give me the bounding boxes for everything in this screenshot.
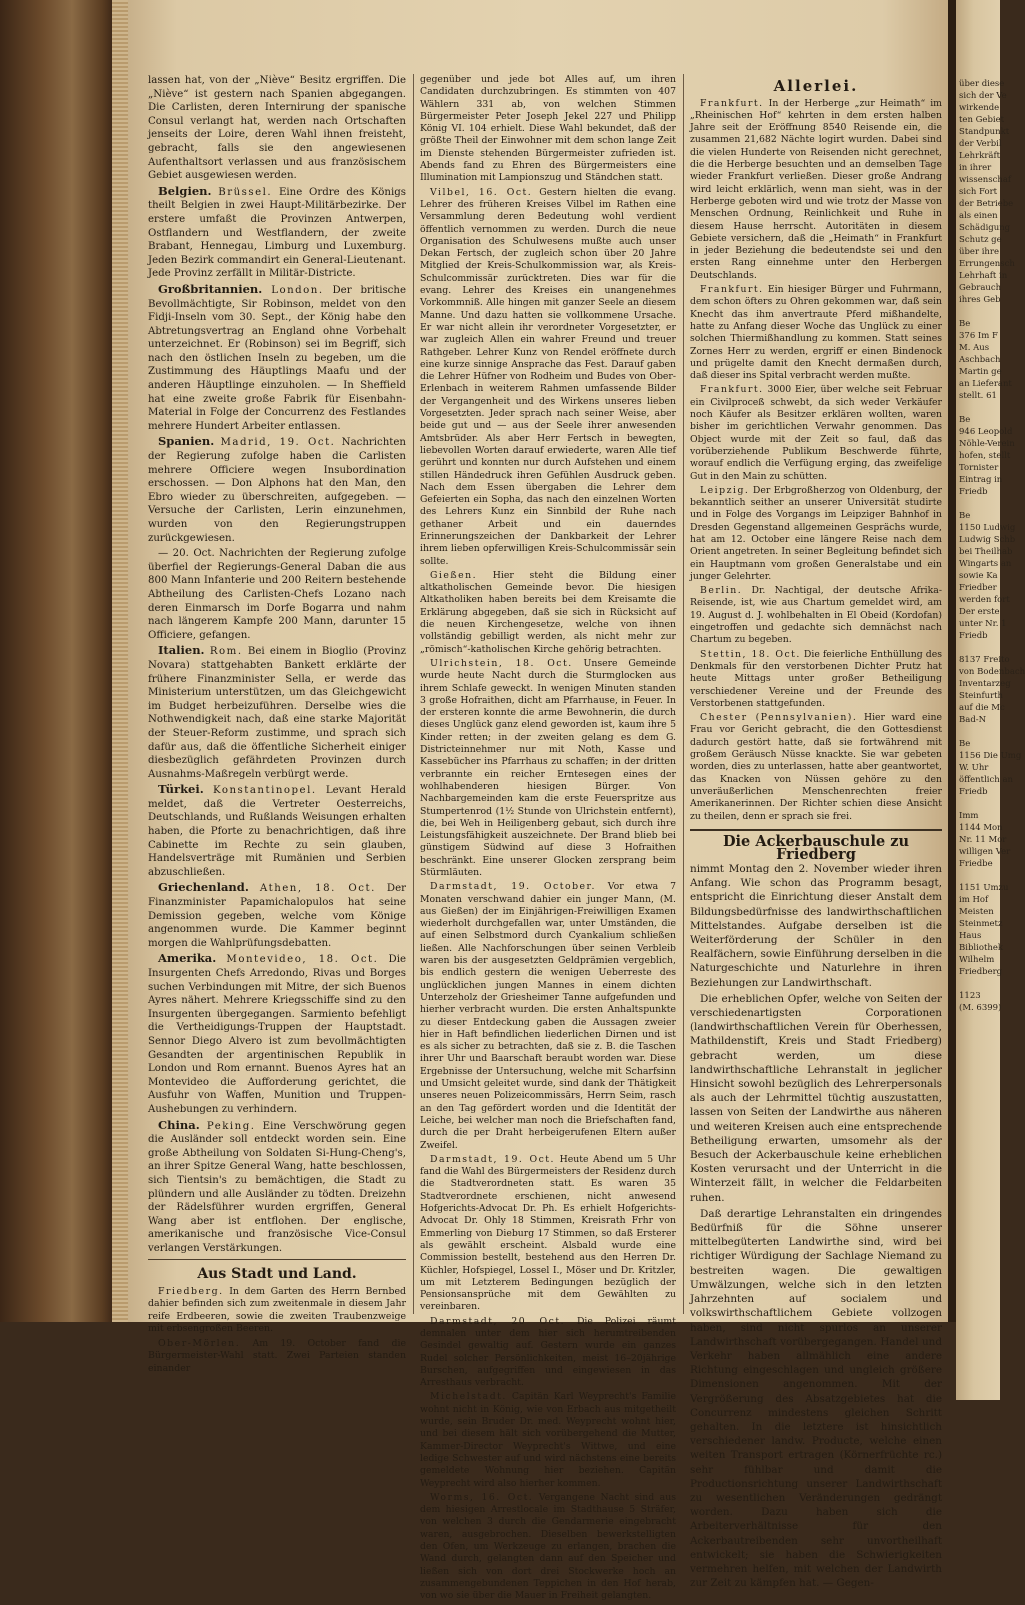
news-item: — 20. Oct. Nachrichten der Regierung zufolge überfiel der Regierungs-General Daban die aus 800 Mann Infanterie und 200 Reitern bestehende Abtheilung des Carlisten-Chefs Lozano nach deren Einmarsch im Dorfe Bogarra und nahm nach längerem Kampfe 200 Mann, darunter 15 Officiere, gefangen. <box>148 548 406 641</box>
country-heading: China. <box>158 1117 200 1132</box>
dateline: Frankfurt. <box>700 97 764 109</box>
next-page-line: 8137 Freito <box>959 655 1010 665</box>
dateline: Leipzig. <box>700 484 750 496</box>
news-item <box>690 284 942 382</box>
news-text: Der britische Bevollmächtigte, Sir Robinson, meldet von den Fidji-Inseln vom 30. Sept., der König habe den Abtretungsvertrag an England ohne Vorbehalt unterzeichnet. Er (Robinson) sei im Begriff, sich nach den östlichen Inseln zu begeben, um die Zustimmung des Häuptlings Maafu und der anderen Häuptlinge einzuholen. — In Sheffield hat eine zweite große Fabrik für Eisenbahn-Material in Folge der Concurrenz des Festlandes mehrere Hundert Arbeiter entlassen. <box>148 284 406 432</box>
next-page-line: W. Uhr <box>959 763 989 773</box>
next-page-line: Be <box>959 415 971 425</box>
news-item <box>420 1154 676 1314</box>
next-page-line: 1150 Ludwig <box>959 523 1016 533</box>
news-text: Die Insurgenten Chefs Arredondo, Rivas und Borges suchen Verbindungen mit Mitre, der sich Buenos Ayres nähert. Mehrere Kriegsschiffe sind zu den Insurgenten übergegangen. Sarmiento befehligt die Vertheidigungs-Truppen der Hauptstadt. Sennor Diego Alvero ist zum bevollmächtigten Gesandten der argentinischen Republik in London und Rom ernannt. Buenos Ayres hat an Montevideo die Aufforderung gerichtet, die Ausfuhr von Waffen, Munition und Truppen-Aushebungen zu verhindern. <box>148 954 406 1115</box>
next-page-line: hofen, stellt <box>959 451 1011 461</box>
dateline: Frankfurt. <box>700 284 764 296</box>
country-heading: Spanien. <box>158 434 215 449</box>
column-1 <box>148 74 406 1377</box>
next-page-line: über diese <box>959 79 1005 89</box>
next-page-line: Standpunkt <box>959 127 1010 137</box>
next-page-line: 1123 <box>959 991 981 1001</box>
next-page-line: 1144 Mon <box>959 823 1003 833</box>
next-page-line: der Betriebe <box>959 199 1014 209</box>
news-item <box>148 185 406 281</box>
news-item <box>148 1119 406 1256</box>
news-item <box>690 649 942 710</box>
next-page-line: Be <box>959 319 971 329</box>
divider <box>148 1259 406 1260</box>
dateline: Athen, 18. Oct. <box>259 883 376 895</box>
section-heading: Allerlei. <box>773 77 859 95</box>
book-spine <box>0 0 120 1322</box>
gutter <box>948 0 956 1322</box>
news-item <box>148 881 406 950</box>
country-heading: Großbritannien. <box>158 281 263 296</box>
news-text: Die feierliche Enthüllung des Denkmals für den verstorbenen Dichter Prutz hat heute Mittags unter großer Betheiligung verschiedener Vereine und der Freunde des Verstorbenen stattgefunden. <box>690 648 942 709</box>
dateline: Vilbel, 16. Oct. <box>430 186 533 198</box>
dateline: Stettin, 18. Oct. <box>700 648 801 660</box>
next-page-line <box>956 978 1000 990</box>
next-page-line: sich der Ve <box>959 91 1007 101</box>
next-page-line: ten Gebiet <box>959 115 1005 125</box>
news-text: In dem Garten des Herrn Bernbed dahier befinden sich zum zweitenmale in diesem Jahr reife Erdbeeren, sowie die zweiten Traubenzweige mit erbsengroßen Beeren. <box>148 1286 407 1335</box>
next-page-line: unter Nr. 1 <box>959 619 1007 629</box>
next-page-line: Eintrag in <box>959 475 1003 485</box>
next-page-line: 1156 Die Umg <box>959 751 1022 761</box>
news-text: Dr. Nachtigal, der deutsche Afrika-Reisende, ist, wie aus Chartum gemeldet wird, am 19. August d. J. wohlbehalten in El Obeid (Kordofan) eingetroffen und gedachte sich demnächst nach Chartum zu begeben. <box>690 585 942 646</box>
news-text: Der Erbgroßherzog von Oldenburg, der bekanntlich seither an unserer Universität studirte und in Folge des Vorgangs im Leipziger Bahnhof in Dresden Gegenstand allgemeinen Gesprächs wurde, hat am 12. October eine längere Reise nach dem Orient angetreten. In seiner Begleitung befindet sich ein Hauptmann vom großen Generalstabe und ein junger Gelehrter. <box>690 484 942 582</box>
news-text: Hier steht die Bildung einer altkatholischen Gemeinde bevor. Die hiesigen Altkatholiken haben bereits bei dem Kreisamte die Erklärung abgegeben, daß sie sich in Rücksicht auf die neuen Kirchengesetze, welche von ihnen vollständig gebilligt werden, als nicht mehr zur „römisch“-katholischen Kirche gehörig betrachten. <box>420 569 676 655</box>
country-heading: Belgien. <box>158 183 212 198</box>
next-page-fragment <box>956 0 1025 1400</box>
news-item <box>690 585 942 646</box>
next-page-line: willigen Ver <box>959 847 1011 857</box>
next-page-line: wirkende <box>959 103 1000 113</box>
next-page-line: Lehrhaft in <box>959 271 1008 281</box>
news-text: Vergangene Nacht sind aus dem hiesigen Arrestlocale im Stadthause 5 Sträfer, von welchen 3 durch die Gendarmerie eingebracht waren, ausgebrochen. Dieselben bewerkstelligten den Ofen, um Werkzeuge zu erlangen, brachen die Wand durch, gelangten dann auf den Speicher und ließen sich von dort drei Stockwerke hoch an zusammengebundenen Teppichen in den Hof herab, von wo sie über die Mauer in Freiheit gelangten. <box>420 1491 676 1602</box>
dateline: Darmstadt, 19. October. <box>430 881 596 893</box>
paragraph: Die erheblichen Opfer, welche von Seiten der verschiedenartigsten Corporationen (landwirthschaftlichen Verein für Oberhessen, Mathildenstift, Kreis und Stadt Friedberg) gebracht werden, um diese landwirthschaftliche Lehranstalt in jeglicher Hinsicht sowohl bezüglich des Lehrerpersonals als auch der Lehrmittel tüchtig auszustatten, lassen von Seiten der Landwirthe aus näheren und weiteren Kreisen auch eine entsprechende Betheiligung erwarten, umsomehr als der Besuch der Ackerbauschule keine erheblichen Kosten verursacht und der Unterricht in die Winterzeit fällt, in welcher die Feldarbeiten ruhen. <box>690 992 942 1204</box>
news-text: Nachrichten der Regierung zufolge haben die Carlisten mehrere Officiere wegen Insubordination erschossen. — Don Alphons hat den Man, den Ebro wieder zu überschreiten, aufgegeben. — Versuche der Carlisten, Lerin einzunehmen, wurden von den Regierungstruppen zurückgewiesen. <box>148 437 406 544</box>
news-item <box>148 435 406 545</box>
next-page-line: an Lieferant <box>959 379 1012 389</box>
next-page-line: M. Aus <box>959 343 990 353</box>
dateline: Michelstadt. <box>430 1391 507 1403</box>
news-item <box>148 644 406 781</box>
news-text: Gestern hielten die evang. Lehrer des früheren Kreises Vilbel im Rathen eine Versammlung deren Bedeutung wohl verdient öffentlich vernommen zu werden. Durch die neue Organisation des Schulwesens mußte auch unser Dekan Fertsch, der zugleich schon über 20 Jahre Mitglied der Kreis-Schulkommission war, als Kreis-Schulcommissär zurücktreten. Dies war für die evang. Lehrer des Kreises ein unangenehmes Vorkommniß. Alle hingen mit ganzer Seele an diesem Manne. Und dazu hatten sie vollkommene Ursache. Er war nicht allein ihr verordneter Vorgesetzter, er war zugleich Allen ein wahrer Freund und treuer Rathgeber. Lehrer Kunz von Rendel eröffnete durch eine kurze sinnige Ansprache das Fest. Darauf gaben die Lehrer Hüfner von Rodheim und Budes von Ober-Erlenbach in weiterem Rahmen umfassende Bilder der Vergangenheit und des Wirkens unseres lieben Vorgesetzten. Jeder sprach nach seiner Weise, aber beide gut und — aus der Seele ihrer anwesenden Amtsbrüder. Als aber Herr Fertsch in bewegten, liebevollen Worten darauf erwiederte, waren Alle tief gerührt und konnten nur durch Aufstehen und einem stillen Händedruck ihren Gefühlen Ausdruck geben. Nach dem Essen übergaben die Lehrer dem Gefeierten ein Sopha, das nach den einzelnen Worten des Lehrers Kunz ein Sinnbild der Ruhe nach gethaner Arbeit und ein dauerndes Erinnerungszeichen der Dankbarkeit der Lehrer ihrem lieben opferwilligen Kreis-Schulcommissär sein sollte. <box>420 186 676 567</box>
next-page-line: Inventarzeg <box>959 679 1011 689</box>
news-text: Ein hiesiger Bürger und Fuhrmann, dem schon öfters zu Ohren gekommen war, daß sein Knecht das ihm anvertraute Pferd mißhandelte, hatte zu Anfang dieser Woche das Unglück zu einer solchen Thiermißhandlung zu kommen. Statt seines Zornes Herr zu werden, ergriff er einen Bindenock und prügelte damit den Knecht dermaßen durch, daß dieser ins Spital verbracht werden mußte. <box>690 284 942 382</box>
country-heading: Griechenland. <box>158 880 249 895</box>
next-page-line: sich Fort <box>959 187 998 197</box>
next-page-line: Friedb <box>959 787 988 797</box>
news-text: Eine Ordre des Königs theilt Belgien in zwei Haupt-Militärbezirke. Der erstere umfaßt die Provinzen Antwerpen, Ostflandern und Westflandern, der zweite Brabant, Hennegau, Limburg und Luxemburg. Jeden Bezirk commandirt ein General-Lieutenant. Jede Provinz zerfällt in Militär-Districte. <box>148 186 406 280</box>
next-page-line: Be <box>959 511 971 521</box>
news-text: Der Finanzminister Papamichalopulos hat seine Demission gegeben, welche vom Könige angenommen wurde. Die Kammer beginnt morgen die Wahlprüfungsdebatten. <box>148 883 406 949</box>
column-rule <box>683 74 684 1314</box>
next-page-line <box>956 642 1000 654</box>
news-text: Vor etwa 7 Monaten verschwand dahier ein junger Mann, (M. aus Gießen) der im Einjährigen-Freiwilligen Examen wiederholt durchgefallen war, unter Umständen, die auf einen Selbstmord durch Cyankalium schließen ließen. Alle Nachforschungen über seinen Verbleib waren bis der ausgesetzten Geldprämien vergeblich, bis endlich gestern die wenigen Ueberreste des unglücklichen jungen Mannes in einem dichten Unterzeholz der Griesheimer Tanne aufgefunden und hierher verbracht wurden. Die ersten Anhaltspunkte zu dieser Entdeckung gaben die Aussagen zweier hier in Haft befindlichen liederlichen Dirnen und ist es als sicher zu betrachten, daß sie z. B. die Taschen ihrer Uhr und Baarschaft beraubt worden war. Diese Ergebnisse der Untersuchung, welche mit Scharfsinn und Umsicht geleitet wurde, sind dank der Thätigkeit unseres neuen Polizeicommissärs, Herrn Seim, rasch an den Tag gefördert worden und die Identität der Leiche, bei welcher man noch die Briefschaften fand, durch die per Draht herbeigerufenen Eltern außer Zweifel. <box>420 881 676 1151</box>
dateline: Berlin. <box>700 585 743 597</box>
next-page-line: 376 Im F <box>959 331 998 341</box>
next-page-line <box>956 870 1000 882</box>
next-page-line: Aschbach <box>959 355 1001 365</box>
country-heading: Türkei. <box>158 782 204 797</box>
next-page-line <box>956 402 1000 414</box>
next-page-line: Imm <box>959 811 979 821</box>
dateline: Brüssel. <box>218 186 273 198</box>
dateline: Darmstadt, 19. Oct. <box>430 1153 555 1165</box>
news-text: Hier ward eine Frau vor Gericht gebracht, die den Gottesdienst dadurch gestört hatte, daß sie fortwährend mit großem Geräusch Nüsse knackte. Sie war gebeten worden, dies zu unterlassen, hatte aber geantwortet, das Knacken von Nüssen gehöre zu den unveräußerlichen Menschenrechten freier Amerikanerinnen. Der Richter schien diese Ansicht zu theilen, denn er sprach sie frei. <box>690 712 942 822</box>
next-page-line: ihres Geb <box>959 295 1001 305</box>
paragraph: Daß derartige Lehranstalten ein dringendes Bedürfniß für die Söhne unserer mittelbegüterten Landwirthe sind, wird bei richtiger Würdigung der Sachlage Niemand zu bestreiten wagen. Die gewaltigen Umwälzungen, welche sich in den letzten Jahrzehnten auf socialem und volkswirthschaftlichem Gebiete vollzogen haben, sind nicht spurlos an unserer Landwirthschaft vorübergegangen. Handel und Verkehr haben allmählich eine andere Richtung eingeschlagen und ungleich größere Dimensionen angenommen. Mit der Vergrößerung des Absatzgebietes hat die Concurrenz mindestens gleichen Schritt gehalten. In die letztere ist hinsichtlich verschiedener landw. Producte, welche einen weiten Transport ertragen (Körnerfrüchte rc.) sehr fühlbar und damit die Productionsrichtung unserer Landwirthschaft zu wesentlichen Veränderungen gedrängt worden. Dazu haben sich die Arbeiterverhältnisse für den Ackerbautreibenden sehr unvortheilhaft entwickelt; sie haben die Schwierigkeiten vermehren helfen, mit welchen der Landwirth zur Zeit zu kämpfen hat. — Gegen- <box>690 1207 942 1590</box>
next-page-line <box>956 798 1000 810</box>
next-page-line: Schädigung <box>959 223 1011 233</box>
next-page-line: der Verbil <box>959 139 1002 149</box>
next-page-line: wissenschaf <box>959 175 1012 185</box>
next-page-line: Bad-N <box>959 715 987 725</box>
next-page-line: (M. 6399) <box>959 1003 1002 1013</box>
next-page-line: über ihre <box>959 247 999 257</box>
next-page-line: werden fort <box>959 595 1010 605</box>
dateline: Peking. <box>206 1120 256 1132</box>
column-3 <box>690 74 942 1592</box>
next-page-line: Friedbe <box>959 859 993 869</box>
next-page-line: Be <box>959 739 971 749</box>
next-page-line: Friedberg <box>959 967 1003 977</box>
news-text: Die Polizei räumt demnalen unter dem hier sich herumtreibenden Gesindel gewaltig auf. Gestern wurde ein ganzes Rudel solcher Persönlichkeiten, meist 16–20jährige Burschen, aufgegriffen und eingewiesen in das Arresthaus verbracht. <box>420 1315 676 1389</box>
country-heading: Italien. <box>158 643 205 658</box>
news-item <box>690 712 942 823</box>
paragraph: lassen hat, von der „Niève“ Besitz ergriffen. Die „Niève“ ist gestern nach Spanien abgegangen. Die Carlisten, deren Internirung der spanische Consul verlangt hat, werden nach Ortschaften jenseits der Loire, deren Wahl ihnen freisteht, gebracht, falls sie den angewiesenen Aufenthaltsort verlassen und aus französischem Gebiet ausgewiesen werden. <box>148 75 406 182</box>
section-heading: Aus Stadt und Land. <box>197 1266 357 1283</box>
next-page-line: Steinmetz <box>959 919 1003 929</box>
column-2 <box>420 74 676 1605</box>
next-page-line: Nöhle-Verein <box>959 439 1015 449</box>
paragraph: nimmt Montag den 2. November wieder ihren Anfang. Wie schon das Programm besagt, entspricht die Einrichtung dieser Anstalt dem Bildungsbedürfnisse des landwirthschaftlichen Mittelstandes. Aufgabe derselben ist die Weiterförderung der Schüler in den Realfächern, sowie Einführung derselben in die Naturgeschichte und Naturlehre in ihren Beziehungen zur Landwirthschaft. <box>690 863 942 989</box>
dateline: London. <box>271 284 324 296</box>
dateline: Gießen. <box>430 569 478 581</box>
news-item <box>420 1391 676 1489</box>
news-text: Levant Herald meldet, daß die Vertreter Oesterreichs, Deutschlands, und Rußlands Weisungen erhalten haben, die Pforte zu benachrichtigen, daß ihre Cabinette im Rechte zu sein glauben, Handelsverträge mit Rumänien und Serbien abzuschließen. <box>148 785 406 878</box>
article-title: Die Ackerbauschule zu Friedberg <box>690 829 942 862</box>
next-page-line: Friedb <box>959 631 988 641</box>
next-page-line <box>956 726 1000 738</box>
next-page-line: von Bodenbach <box>959 667 1025 677</box>
column-rule <box>413 74 414 1314</box>
next-page-line: 1151 Umzu <box>959 883 1009 893</box>
country-heading: Amerika. <box>158 951 217 966</box>
allerlei-items <box>690 98 942 823</box>
next-page-line <box>956 498 1000 510</box>
next-page-line: Errungensch <box>959 259 1015 269</box>
news-text: 3000 Eier, über welche seit Februar ein Civilproceß schwebt, da sich weder Verkäufer noch Käufer als Besitzer erklären wollten, waren bisher im gerichtlichen Verwahr genommen. Das Object wurde mit der Zeit so faul, daß das vorüberziehende Publikum Beschwerde führte, worauf endlich die Verfügung erging, das zweifelige Gut in den Main zu schütten. <box>690 384 942 482</box>
news-text: Eine Verschwörung gegen die Ausländer soll entdeckt worden sein. Eine große Abtheilung von Soldaten Si-Hung-Cheng's, an ihrer Spitze General Wang, hatte beschlossen, sich Tientsin's zu bemächtigen, die Stadt zu plündern und alle Ausländer zu tödten. Dreizehn der Rädelsführer wurden ergriffen, General Wang aber ist entflohen. Der englische, amerikanische und französische Vice-Consul verlangen Verstärkungen. <box>148 1120 406 1254</box>
news-item <box>148 283 406 434</box>
news-text: Am 19. October fand die Bürgermeister-Wahl statt. Zwei Parteien standen einander <box>148 1337 407 1374</box>
next-page-line: Steinfurth <box>959 691 1004 701</box>
dateline: Konstantinopel. <box>213 785 317 797</box>
dateline: Worms, 16. Oct. <box>430 1491 534 1503</box>
next-page-line: in ihrer <box>959 163 992 173</box>
next-page-line: im Hof <box>959 895 989 905</box>
dateline: Chester (Pennsylvanien). <box>700 712 858 724</box>
next-page-line: bei Theilhab <box>959 547 1013 557</box>
next-page-line: stellt. 61 <box>959 391 997 401</box>
news-item <box>420 881 676 1152</box>
news-item <box>148 952 406 1116</box>
news-text: In der Herberge „zur Heimath“ im „Rheinischen Hof“ kehrten in dem ersten halben Jahre seit der Eröffnung 8540 Reisende ein, die zusammen 21,682 Nächte logirt wurden. Dabei sind die vielen Hunderte von Reisenden nicht gerechnet, die die Herberge besuchten und an demselben Tage wieder Frankfurt verließen. Dieser große Andrang wird leicht erklärlich, wenn man sieht, was in der Herberge geboten wird und wie trotz der Masse von Menschen Ordnung, Reinlichkeit und Ruhe in diesem Hause herrscht. Autoritäten in diesem Gebiete versichern, daß die „Heimath“ in Frankfurt in jeder Beziehung die bedeutendste sei und den ersten Rang einnehme unter den Herbergen Deutschlands. <box>690 97 942 281</box>
news-text: Unsere Gemeinde wurde heute Nacht durch die Sturmglocken aus ihrem Schlafe geweckt. In wenigen Minuten standen 3 große Hofraithen, dicht am Pfarrhause, in Feuer. In der ersteren konnte die arme Bewohnerin, die durch dieses Unglück ganz elend geworden ist, kaum ihre 5 Kinder retten; in der zweiten gelang es dem G. Districteinnehmer nur mit Noth, Kasse und Kassebücher ins Pfarrhaus zu schaffen; in der dritten verbrannte ein reicher Erntesegen eines der wohlhabenderen hiesigen Bürger. Von Nachbargemeinden kam die erste Feuerspritze aus Stumpertenrod (1½ Stunde von Ulrichstein entfernt), die, bei Weh in Heiligenberg gebaut, sich durch ihre Leistungsfähigkeit auszeichnete. Der Brand blieb bei günstigem Südwind auf diese 3 Hofraithen beschränkt. Eine unserer Glocken zersprang beim Stürmläuten. <box>420 657 676 878</box>
dateline: Ober-Mörlen. <box>158 1337 241 1349</box>
news-item <box>690 384 942 482</box>
next-page-line <box>956 306 1000 318</box>
news-item <box>148 783 406 879</box>
dateline: Madrid, 19. Oct. <box>220 437 336 449</box>
dateline: Ulrichstein, 18. Oct. <box>430 657 573 669</box>
next-page-line: Lehrkräft <box>959 151 1001 161</box>
news-item <box>420 1492 676 1603</box>
next-page-line: Meisten <box>959 907 994 917</box>
news-item <box>420 658 676 879</box>
next-page-line: Ludwig Schb <box>959 535 1016 545</box>
news-item <box>420 187 676 568</box>
dateline: Montevideo, 18. Oct. <box>226 954 379 966</box>
next-page-line: Friedb <box>959 487 988 497</box>
news-text: Heute Abend um 5 Uhr fand die Wahl des Bürgermeisters der Residenz durch die Stadtverordneten statt. Es waren 35 Stadtverordnete erschienen, nicht anwesend Hofgerichts-Advocat Dr. Ph. Es erhielt Hofgerichts-Advocat Dr. Ohly 18 Stimmen, Kreisrath Frhr von Emmerling von Dieburg 17 Stimmen, so daß Ersterer als gewählt erscheint. Alsbald wurde eine Commission bestellt, bestehend aus den Herren Dr. Küchler, Hofspiegel, Lossel I., Möser und Dr. Kritzler, um mit Letzterem Bedingungen bezüglich der Pensionsansprüche mit dem Gewählten zu vereinbaren. <box>420 1153 676 1313</box>
next-page-line: sowie Ka <box>959 571 998 581</box>
next-page-line: 946 Leopold <box>959 427 1013 437</box>
news-item <box>420 1316 676 1390</box>
next-page-line: als einen <box>959 211 998 221</box>
next-page-line: Der erste <box>959 607 1000 617</box>
dateline: Frankfurt. <box>700 384 764 396</box>
news-item <box>690 485 942 583</box>
news-text: Bei einem in Bioglio (Provinz Novara) stattgehabten Bankett erklärte der frühere Finanzminister Sella, er werde das Ministerium unterstützen, um das Gleichgewicht im Budget herbeizuführen. Derselbe wies die Nothwendigkeit nach, daß eine starke Majorität der Steuer-Reform zustimme, und sprach sich dafür aus, daß die öffentliche Sicherheit einiger diesbezüglich gefährdeten Provinzen durch Ausnahms-Maßregeln verbürgt werde. <box>148 646 406 780</box>
news-item <box>148 1286 406 1336</box>
next-page-line: Haus <box>959 931 982 941</box>
next-page-line: Wilhelm <box>959 955 995 965</box>
next-page-line: Nr. 11 Mor <box>959 835 1007 845</box>
next-page-line: Schutz ge <box>959 235 1002 245</box>
next-page-line: Friedber <box>959 583 997 593</box>
next-page-line: auf die Mc <box>959 703 1005 713</box>
next-page-line: Wingarts an <box>959 559 1012 569</box>
next-page-line: Gebrauch <box>959 283 1002 293</box>
paragraph: gegenüber und jede bot Alles auf, um ihren Candidaten durchzubringen. Es stimmten von 407 Wählern 331 ab, von welchen Stimmen Bürgermeister Peter Joseph Jekel 227 und Philipp König VI. 104 erhielt. Diese Wahl bekundet, daß der größte Theil der Einwohner mit dem schon lange Zeit im Dienste stehenden Bürgermeister zufrieden ist. Abends fand zu Ehren des Bürgermeisters eine Illumination mit Lampionszug und Ständchen statt. <box>420 74 676 184</box>
dateline: Friedberg. <box>158 1286 224 1298</box>
dateline: Darmstadt, 20 Oct. <box>430 1315 566 1327</box>
dateline: Rom. <box>209 646 243 658</box>
next-page-line: Tornister <box>959 463 999 473</box>
next-page-line: Martin ge <box>959 367 1002 377</box>
news-item <box>148 1338 406 1375</box>
news-item <box>420 570 676 656</box>
next-page-line: Bibliothek <box>959 943 1004 953</box>
news-text: Capitän Karl Weyprecht's Familie wohnt nicht in König, wie von Erbach aus mitgetheilt wurde, sein Bruder Dr. med. Weyprecht wohnt hier, und bei diesem hält sich vorübergehend die Mutter, Kammer-Director Weyprecht's Wittwe, und eine ledige Schwester auf und wird nächstens eine bereits gemeldete Wohnung hier beziehen. Capitän Weyprecht wird also hierher kommen. <box>420 1391 676 1489</box>
article-body <box>690 862 942 1590</box>
news-item <box>690 98 942 282</box>
next-page-line: öffentlich an <box>959 775 1013 785</box>
